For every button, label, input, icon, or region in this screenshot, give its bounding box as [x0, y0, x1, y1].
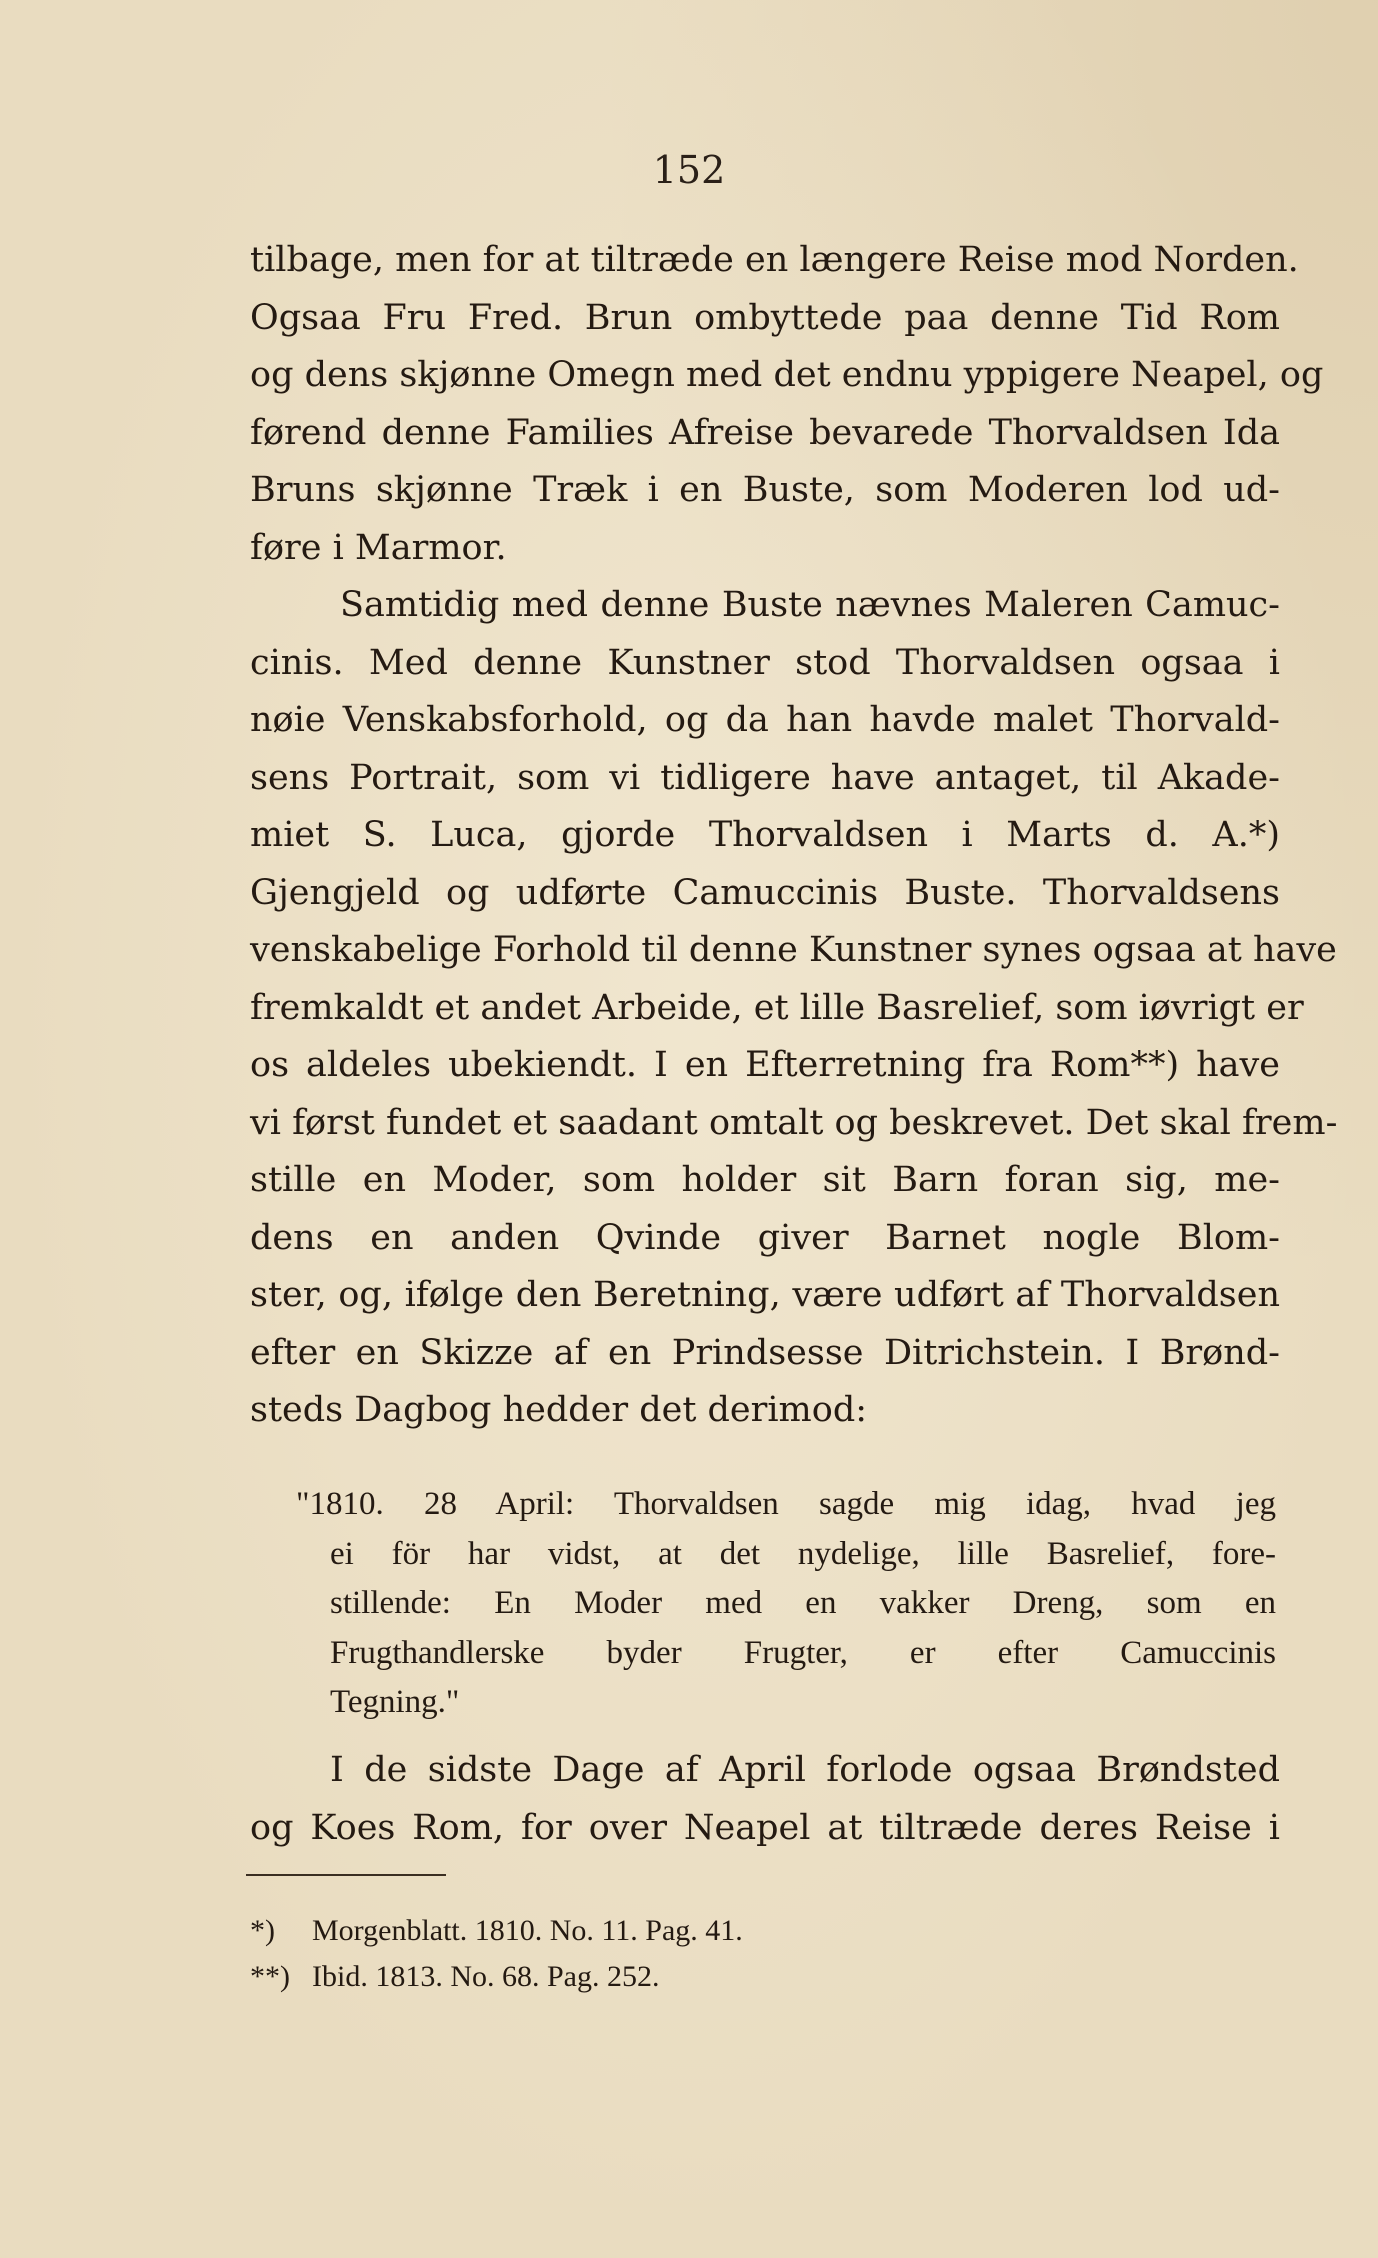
- quote-line: ei för har vidst, at det nydelige, lille Basrelief, fore-: [330, 1535, 1276, 1572]
- body-line: os aldeles ubekiendt. I en Efterretning fra Rom**) have: [250, 1045, 1280, 1085]
- body-line: sens Portrait, som vi tidligere have antaget, til Akade-: [250, 757, 1280, 798]
- footnote-divider: [246, 1874, 446, 1876]
- diary-quote: [296, 1480, 1276, 1728]
- body-line: efter en Skizze af en Prindsesse Ditrichstein. I Brønd-: [250, 1332, 1280, 1373]
- footnote-mark: **): [250, 1960, 290, 1993]
- quote-line: "1810. 28 April: Thorvaldsen sagde mig idag, hvad jeg: [296, 1486, 1276, 1522]
- body-line: dens en anden Qvinde giver Barnet nogle Blom-: [250, 1217, 1280, 1258]
- body-line: Samtidig med denne Buste nævnes Maleren Camuc-: [340, 585, 1280, 625]
- body-line: føre i Marmor.: [250, 527, 507, 568]
- body-line: Ogsaa Fru Fred. Brun ombyttede paa denne Tid Rom: [250, 297, 1280, 338]
- body-line: cinis. Med denne Kunstner stod Thorvaldsen ogsaa i: [250, 642, 1280, 683]
- closing-line: og Koes Rom, for over Neapel at tiltræde deres Reise i: [250, 1807, 1280, 1848]
- body-line: Bruns skjønne Træk i en Buste, som Moderen lod ud-: [250, 470, 1280, 510]
- body-text: [250, 232, 1338, 1440]
- footnote: [250, 1908, 743, 1954]
- closing-paragraph: [250, 1742, 1280, 1857]
- body-line: venskabelige Forhold til denne Kunstner synes ogsaa at have: [250, 930, 1337, 970]
- footnote-text: Morgenblatt. 1810. No. 11. Pag. 41.: [312, 1914, 743, 1947]
- footnotes: [250, 1908, 743, 2000]
- body-line: stille en Moder, som holder sit Barn foran sig, me-: [250, 1160, 1280, 1200]
- body-line: miet S. Luca, gjorde Thorvaldsen i Marts d. A.*): [250, 815, 1280, 855]
- body-line: vi først fundet et saadant omtalt og beskrevet. Det skal frem-: [250, 1102, 1338, 1143]
- body-line: nøie Venskabsforhold, og da han havde malet Thorvald-: [250, 700, 1280, 740]
- page-number: 152: [652, 148, 726, 192]
- quote-line: Frugthandlerske byder Frugter, er efter Camuccinis: [330, 1634, 1276, 1671]
- body-line: steds Dagbog hedder det derimod:: [250, 1390, 868, 1430]
- body-line: Gjengjeld og udførte Camuccinis Buste. Thorvaldsens: [250, 872, 1280, 913]
- body-line: ster, og, ifølge den Beretning, være udført af Thorvaldsen: [250, 1275, 1280, 1315]
- body-line: fremkaldt et andet Arbeide, et lille Basrelief, som iøvrigt er: [250, 987, 1304, 1028]
- closing-line: I de sidste Dage af April forlode ogsaa Brøndsted: [330, 1750, 1280, 1790]
- quote-line: Tegning.": [330, 1684, 460, 1720]
- body-line: førend denne Families Afreise bevarede Thorvaldsen Ida: [250, 412, 1280, 453]
- body-line: tilbage, men for at tiltræde en længere Reise mod Norden.: [250, 240, 1299, 280]
- footnote-text: Ibid. 1813. No. 68. Pag. 252.: [312, 1960, 660, 1993]
- body-line: og dens skjønne Omegn med det endnu yppigere Neapel, og: [250, 355, 1324, 395]
- quote-line: stillende: En Moder med en vakker Dreng, som en: [330, 1585, 1276, 1621]
- footnote-mark: *): [250, 1914, 275, 1947]
- footnote: [250, 1954, 743, 2000]
